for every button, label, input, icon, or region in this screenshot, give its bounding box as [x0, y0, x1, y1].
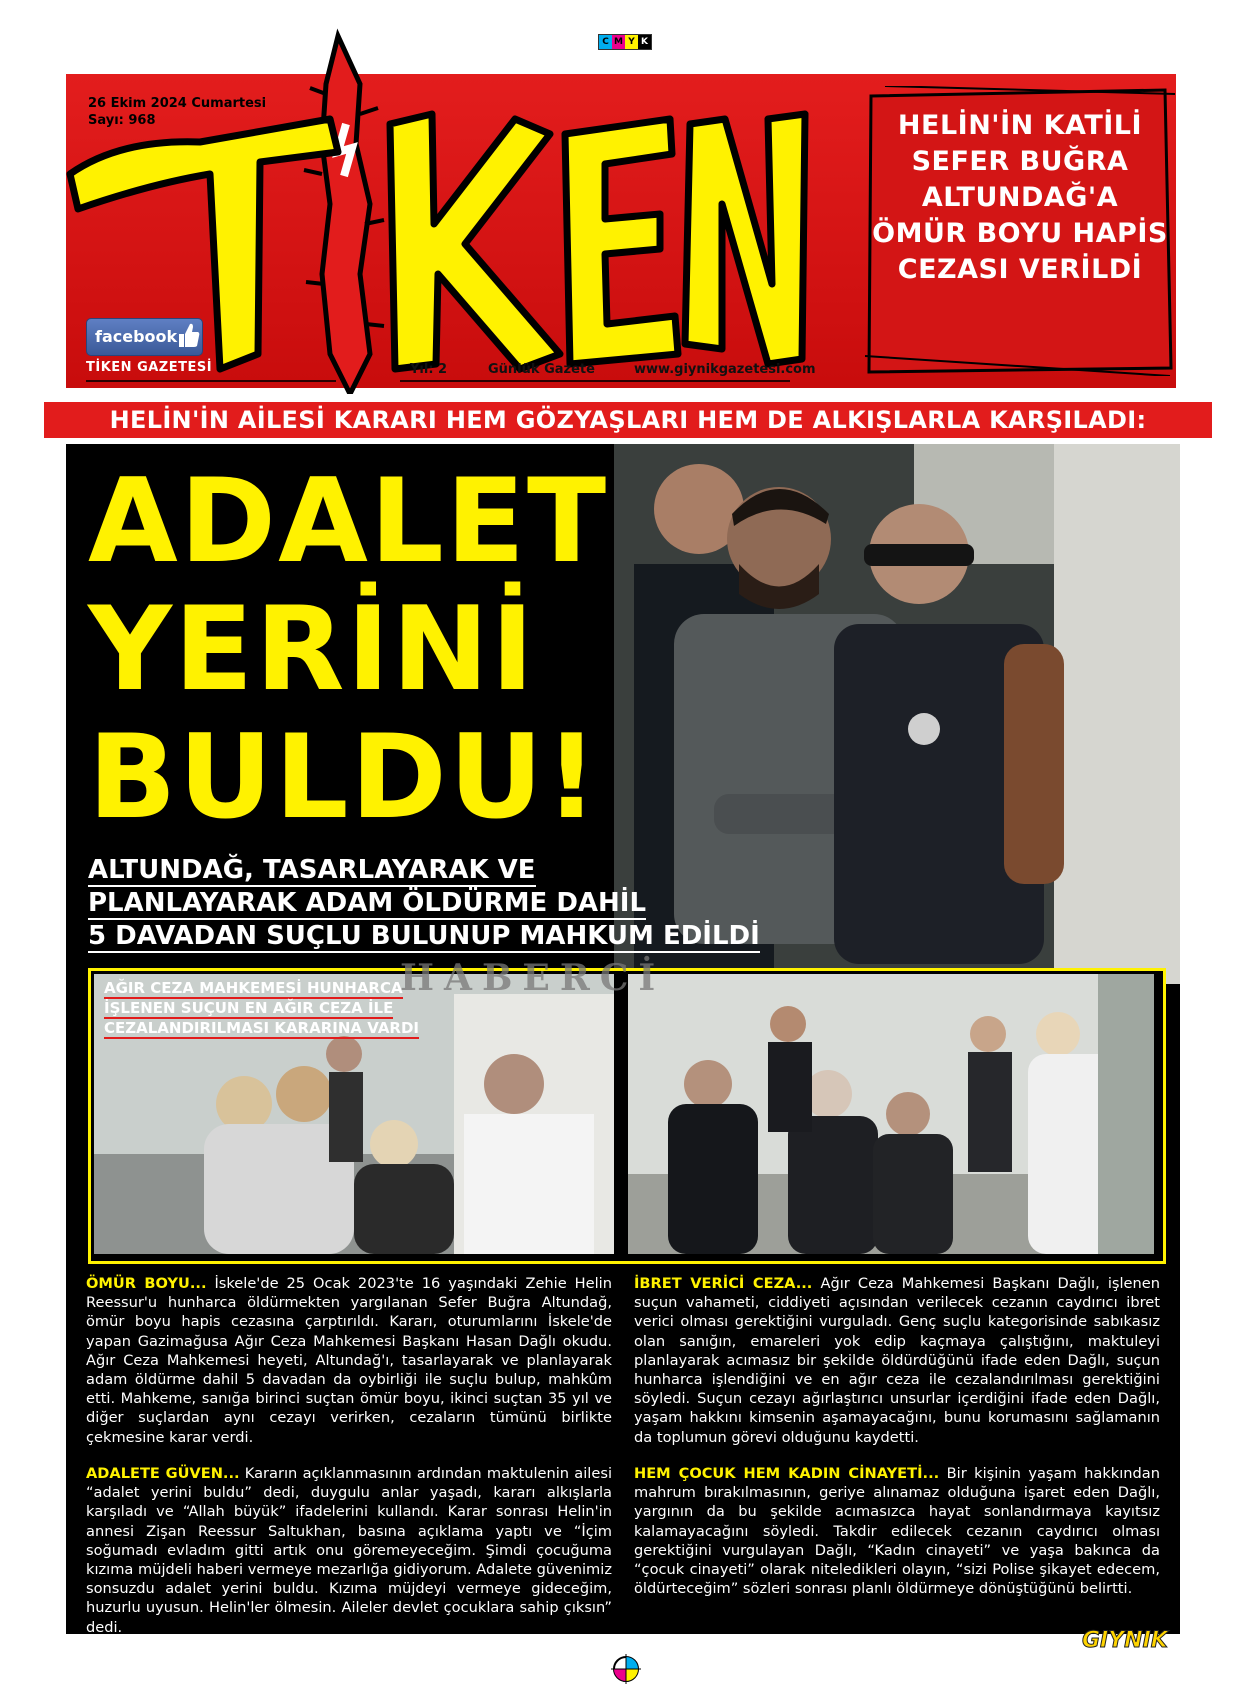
website-link[interactable]: www.giynikgazetesi.com [634, 362, 816, 377]
date-issue [88, 95, 266, 129]
para-text: Kararın açıklanmasının ardından maktulenin ailesi “adalet yerini buldu” dedi, duygulu anlar yaşadı, kararı alkışlarla karşıladı ve “Allah büyük” ifadelerini kullandı. Karar sonrası Helin'in annesi Zişan Reessur Saltukhan, basına açıklama yaptı ve “İçim soğumadı evladım gitti artık onu göremeyeceğim. Şimdi çocuğuma kızıma müjdeli haberi vermeye mezarlığa gidiyorum. Adalete güvenimiz sonsuzdu adalet yerini buldu. Kızıma müjdeyi vermeye gideceğim, huzurlu uyusun. Helin'ler ölmesin. Aileler devlet çocuklara sahip çıksın” dedi. [86, 1465, 613, 1636]
svg-text:TİKEN: TİKEN [440, 384, 443, 385]
volume-year: Yıl: 2 [410, 362, 448, 377]
giynik-logo: GIYNIK [1082, 1628, 1168, 1653]
para-lead: HEM ÇOCUK HEM KADIN CİNAYETİ... [634, 1465, 940, 1482]
para-text: İskele'de 25 Ocak 2023'te 16 yaşındaki Zehie Helin Reessur'u hunharca öldürmekten yargılanan Sefer Buğra Altundağ, ömür boyu hapis cezasına çarptırıldı. Kararı, oturumlarını İskele'de yapan Gazimağusa Ağır Ceza Mahkemesi Başkanı Hasan Dağlı okudu. Ağır Ceza Mahkemesi heyeti, Altundağ'ı, tasarlayarak ve planlayarak adam öldürme dahil 5 davadan da oybirliği ile suçlu bulup, mahkûm etti. Mahkeme, sanığa birinci suçtan ömür boyu, ikinci suçtan 35 yıl ve diğer suçlardan aynı cezayı verirken, cezaların tümünü birlikte çekmesine karar verdi. [86, 1275, 612, 1446]
side-headline: HELİN'İN KATİLİ SEFER BUĞRA ALTUNDAĞ'A ÖMÜR BOYU HAPİS CEZASI VERİLDİ [872, 110, 1168, 285]
article-col-right-para-1 [634, 1274, 1160, 1447]
para-lead: İBRET VERİCİ CEZA... [634, 1275, 813, 1292]
photo-caption [104, 978, 434, 1038]
cmyk-k: K [638, 35, 651, 49]
photo-caption-text: AĞIR CEZA MAHKEMESİ HUNHARCA İŞLENEN SUÇUN EN AĞIR CEZA İLE CEZALANDIRILMASI KARARINA VARDI [104, 979, 420, 1037]
facebook-label[interactable]: facebook [95, 327, 178, 346]
masthead-rule-right [400, 380, 790, 382]
headline-line-2: YERİNİ [88, 582, 536, 717]
headline-line-1: ADALET [88, 454, 609, 589]
cmyk-m: M [612, 35, 625, 49]
facebook-account-name: TİKEN GAZETESİ [86, 360, 213, 375]
watermark: HABERCİ [400, 957, 666, 999]
main-headline [88, 454, 688, 845]
article-col-left-para-1 [86, 1274, 612, 1447]
issue-number: Sayı: 968 [88, 113, 156, 128]
para-text: Ağır Ceza Mahkemesi Başkanı Dağlı, işlenen suçun vahameti, ciddiyeti açısından verilecek cezanın caydırıcı ibret verici olması gerektiğini vurguladı. Genç suçlu kategorisinde sabıkasız olan sanığın, emareleri yok edip kaçmaya çalıştığını, maktuleyi planlayarak acımasız bir şekilde öldürdüğünü ifade eden Dağlı, suçun hunharca işlendiğini ve en ağır ceza ile cezalandırılması gerektiğini söyledi. Suçun cezayı ağırlaştırıcı unsurlar içerdiğini ifade eden Dağlı, yaşam hakkını kimsenin aşamayacağını, bunu korumasını sağlamanın da toplumun görevi olduğunu kaydetti. [634, 1275, 1160, 1446]
deck [88, 854, 768, 953]
article-col-right-para-2 [634, 1464, 1160, 1598]
deck-line-1: ALTUNDAĞ, TASARLAYARAK VE [88, 855, 536, 885]
frequency-label: Günlük Gazete [488, 362, 595, 377]
cmyk-c: C [599, 35, 612, 49]
registration-mark-icon [611, 1654, 641, 1684]
deck-line-2: PLANLAYARAK ADAM ÖLDÜRME DAHİL [88, 888, 647, 918]
para-text: Bir kişinin yaşam hakkından mahrum bırakılmasının, geriye alınamaz olduğuna işaret eden Dağlı, yargının da bu şekilde acımasızca hayat sonlandırmaya kayıtsız kalamayacağını söyledi. Takdir edilecek cezanın caydırıcı olması gerektiğini vurgulayan Dağlı, “Kadın cinayeti” ve yaşa bakınca da “çocuk cinayeti” olarak niteledikleri olayın, “sizi Polise şikayet edecem, öldürteceğim” sözleri sonrası planlı öldürmeye dönüştüğünü belirtti. [634, 1465, 1160, 1598]
deck-line-3: 5 DAVADAN SUÇLU BULUNUP MAHKUM EDİLDİ [88, 921, 760, 951]
thumbs-up-icon [178, 320, 200, 350]
kicker-headline: HELİN'İN AİLESİ KARARI HEM GÖZYAŞLARI HEM DE ALKIŞLARLA KARŞILADI: [44, 402, 1212, 438]
headline-line-3: BULDU! [88, 710, 600, 845]
issue-date: 26 Ekim 2024 Cumartesi [88, 96, 267, 111]
para-lead: ÖMÜR BOYU... [86, 1275, 207, 1292]
para-lead: ADALETE GÜVEN... [86, 1465, 240, 1482]
cmyk-y: Y [625, 35, 638, 49]
photo-family-courthouse [628, 974, 1154, 1254]
masthead-rule-left [86, 380, 336, 382]
article-col-left-para-2 [86, 1464, 612, 1637]
